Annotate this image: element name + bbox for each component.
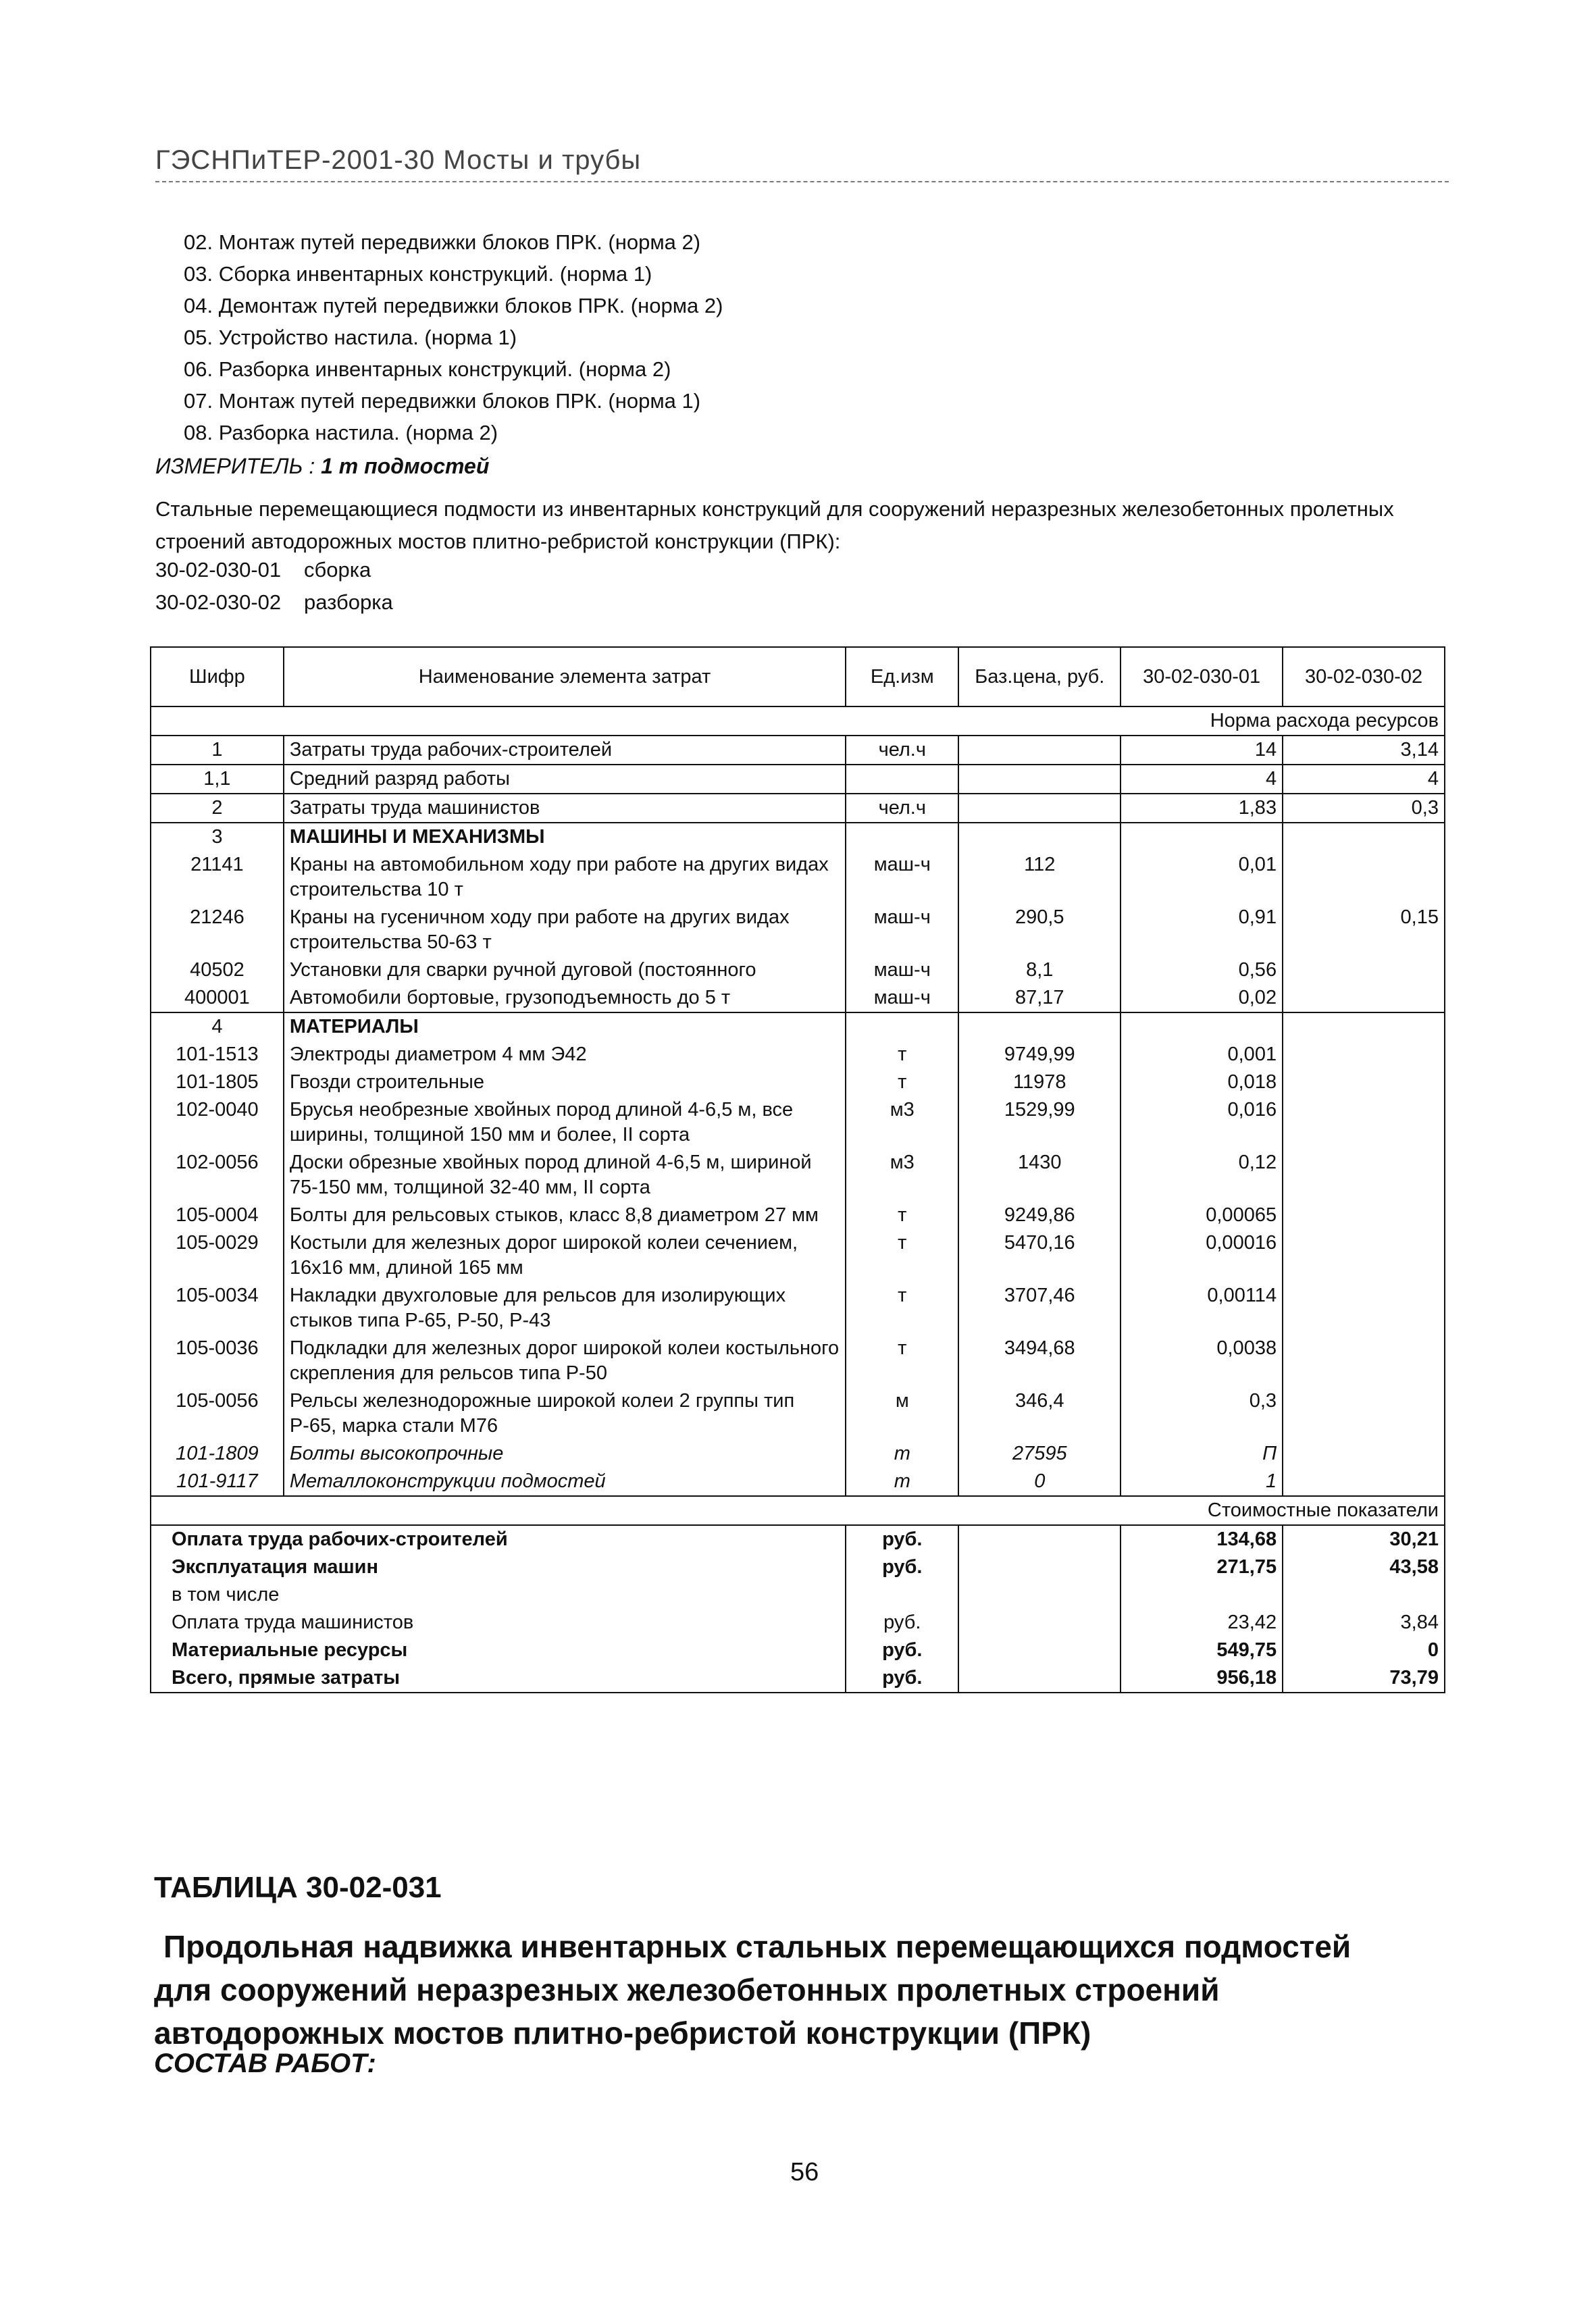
cell-norm-1: 0,016 (1121, 1096, 1283, 1149)
next-table-name-line: для сооружений неразрезных железобетонных пролетных строений (154, 1972, 1220, 2007)
cell-norm-2 (1283, 1202, 1445, 1229)
cell-price: 5470,16 (958, 1229, 1121, 1282)
cell-empty (958, 1664, 1121, 1693)
cell-empty (1283, 1012, 1445, 1041)
norm-code-name: разборка (304, 590, 393, 614)
norm-code-name: сборка (304, 558, 371, 582)
cell-empty (1121, 1012, 1283, 1041)
section-title: МАТЕРИАЛЫ (284, 1012, 846, 1041)
cell-code: 105-0004 (151, 1202, 284, 1229)
measure-unit (155, 454, 489, 479)
table-row (151, 765, 1445, 794)
table-row (151, 1202, 1445, 1229)
cell-code: 400001 (151, 984, 284, 1012)
norm-code-row (155, 586, 393, 619)
cell-name: Затраты труда машинистов (284, 794, 846, 823)
cell-unit: маш-ч (846, 956, 958, 984)
table-row (151, 851, 1445, 904)
table-row (151, 1041, 1445, 1069)
cell-norm-1: 0,0038 (1121, 1335, 1283, 1387)
table-row (151, 904, 1445, 956)
table-row (151, 984, 1445, 1012)
cell-norm-2 (1283, 1440, 1445, 1468)
cell-price: 346,4 (958, 1387, 1121, 1440)
cell-norm-1: 14 (1121, 736, 1283, 765)
document-header: ГЭСНПиТЕР-2001-30 Мосты и трубы (155, 145, 642, 175)
next-table-name-line: Продольная надвижка инвентарных стальных перемещающихся подмостей (163, 1929, 1352, 1964)
cell-code: 2 (151, 794, 284, 823)
table-row (151, 1282, 1445, 1335)
cell-norm-1: 1 (1121, 1468, 1283, 1496)
cell-unit: маш-ч (846, 904, 958, 956)
cost-norm-2: 30,21 (1283, 1525, 1445, 1553)
section-row (151, 1012, 1445, 1041)
header-name: Наименование элемента затрат (284, 647, 846, 706)
cost-subheader: Стоимостные показатели (151, 1496, 1445, 1525)
work-item: 07. Монтаж путей передвижки блоков ПРК. (норма 1) (184, 389, 701, 413)
cell-name: Металлоконструкции подмостей (284, 1468, 846, 1496)
cell-code: 1 (151, 736, 284, 765)
cell-unit: маш-ч (846, 851, 958, 904)
cell-norm-2 (1283, 956, 1445, 984)
cell-code: 101-9117 (151, 1468, 284, 1496)
norm-subheader: Норма расхода ресурсов (151, 706, 1445, 736)
section-code: 3 (151, 823, 284, 851)
header-norm-2: 30-02-030-02 (1283, 647, 1445, 706)
table-header-row (151, 647, 1445, 706)
work-composition-list (184, 226, 723, 448)
cost-name: Материальные ресурсы (151, 1637, 846, 1664)
cell-price: 11978 (958, 1069, 1121, 1096)
next-table-title: ТАБЛИЦА 30-02-031 (154, 1871, 442, 1904)
cell-norm-2 (1283, 1041, 1445, 1069)
cell-price: 1529,99 (958, 1096, 1121, 1149)
norm-code: 30-02-030-02 (155, 590, 282, 614)
cell-unit: т (846, 1069, 958, 1096)
cell-code: 21246 (151, 904, 284, 956)
header-price: Баз.цена, руб. (958, 647, 1121, 706)
cell-price: 3707,46 (958, 1282, 1121, 1335)
next-table-name (154, 1925, 1437, 2055)
cost-unit: руб. (846, 1525, 958, 1553)
cell-name: Накладки двухголовые для рельсов для изолирующих стыков типа Р-65, Р-50, Р-43 (284, 1282, 846, 1335)
cost-norm-2 (1283, 1581, 1445, 1609)
page-number: 56 (790, 2158, 819, 2186)
cell-unit: т (846, 1468, 958, 1496)
cell-norm-1: 1,83 (1121, 794, 1283, 823)
cost-norm-2: 43,58 (1283, 1553, 1445, 1581)
cost-unit: руб. (846, 1553, 958, 1581)
cell-name: Рельсы железнодорожные широкой колеи 2 группы тип Р-65, марка стали М76 (284, 1387, 846, 1440)
work-item: 08. Разборка настила. (норма 2) (184, 421, 498, 444)
cost-row (151, 1581, 1445, 1609)
table-row (151, 1387, 1445, 1440)
cell-norm-2 (1283, 1335, 1445, 1387)
cell-price: 3494,68 (958, 1335, 1121, 1387)
cell-norm-1: 0,56 (1121, 956, 1283, 984)
cell-unit: маш-ч (846, 984, 958, 1012)
measure-value: 1 т подмостей (321, 454, 490, 478)
cost-row (151, 1553, 1445, 1581)
cell-norm-2 (1283, 1096, 1445, 1149)
cost-row (151, 1525, 1445, 1553)
cost-name: Эксплуатация машин (151, 1553, 846, 1581)
cell-code: 101-1513 (151, 1041, 284, 1069)
work-item: 06. Разборка инвентарных конструкций. (норма 2) (184, 357, 671, 381)
cell-norm-2 (1283, 851, 1445, 904)
table-row (151, 1096, 1445, 1149)
cell-code: 105-0056 (151, 1387, 284, 1440)
cell-empty (1121, 823, 1283, 851)
cell-code: 101-1805 (151, 1069, 284, 1096)
cell-price: 27595 (958, 1440, 1121, 1468)
cost-norm-1: 956,18 (1121, 1664, 1283, 1693)
cost-unit (846, 1581, 958, 1609)
cell-unit: м (846, 1387, 958, 1440)
cell-norm-2 (1283, 1069, 1445, 1096)
cell-code: 102-0056 (151, 1149, 284, 1202)
cell-norm-1: 0,02 (1121, 984, 1283, 1012)
table-row (151, 736, 1445, 765)
cell-norm-1: 0,00065 (1121, 1202, 1283, 1229)
cell-name: Брусья необрезные хвойных пород длиной 4-6,5 м, все ширины, толщиной 150 мм и более, II сорта (284, 1096, 846, 1149)
cell-price: 9749,99 (958, 1041, 1121, 1069)
cell-name: Костыли для железных дорог широкой колеи сечением, 16x16 мм, длиной 165 мм (284, 1229, 846, 1282)
cell-name: Электроды диаметром 4 мм Э42 (284, 1041, 846, 1069)
cell-name: Доски обрезные хвойных пород длиной 4-6,5 м, шириной 75-150 мм, толщиной 32-40 мм, II сорта (284, 1149, 846, 1202)
work-item: 03. Сборка инвентарных конструкций. (норма 1) (184, 262, 652, 286)
cell-empty (958, 1581, 1121, 1609)
table-row (151, 1229, 1445, 1282)
cell-name: Затраты труда рабочих-строителей (284, 736, 846, 765)
cell-empty (958, 1637, 1121, 1664)
table-row (151, 1149, 1445, 1202)
cell-code: 101-1809 (151, 1440, 284, 1468)
cell-norm-1: 0,018 (1121, 1069, 1283, 1096)
section-row (151, 823, 1445, 851)
cell-unit: чел.ч (846, 794, 958, 823)
cell-unit: т (846, 1041, 958, 1069)
cell-empty (846, 823, 958, 851)
table-row (151, 1335, 1445, 1387)
cell-norm-2 (1283, 1468, 1445, 1496)
cost-unit: руб. (846, 1637, 958, 1664)
header-unit: Ед.изм (846, 647, 958, 706)
cell-price (958, 794, 1121, 823)
cell-price: 8,1 (958, 956, 1121, 984)
header-divider (155, 181, 1449, 182)
cell-name: Автомобили бортовые, грузоподъемность до 5 т (284, 984, 846, 1012)
norm-code-row (155, 554, 393, 586)
work-item: 04. Демонтаж путей передвижки блоков ПРК. (норма 2) (184, 294, 723, 317)
cell-norm-1: 4 (1121, 765, 1283, 794)
cell-empty (1283, 823, 1445, 851)
cost-norm-1: 549,75 (1121, 1637, 1283, 1664)
cost-norm-1: 23,42 (1121, 1609, 1283, 1637)
cell-unit: т (846, 1282, 958, 1335)
cost-name: Оплата труда машинистов (151, 1609, 846, 1637)
cell-unit: м3 (846, 1096, 958, 1149)
cell-norm-1: П (1121, 1440, 1283, 1468)
cell-norm-1: 0,91 (1121, 904, 1283, 956)
cell-norm-1: 0,01 (1121, 851, 1283, 904)
resource-table (150, 646, 1445, 1693)
work-item: 05. Устройство настила. (норма 1) (184, 326, 517, 349)
cell-unit: т (846, 1440, 958, 1468)
cost-unit: руб. (846, 1609, 958, 1637)
cell-name: Краны на гусеничном ходу при работе на других видах строительства 50-63 т (284, 904, 846, 956)
cell-norm-2 (1283, 1387, 1445, 1440)
cost-row (151, 1664, 1445, 1693)
cell-empty (958, 1609, 1121, 1637)
cell-norm-2: 0,3 (1283, 794, 1445, 823)
cost-row (151, 1637, 1445, 1664)
cost-norm-1 (1121, 1581, 1283, 1609)
cost-norm-2: 3,84 (1283, 1609, 1445, 1637)
measure-label: ИЗМЕРИТЕЛЬ : (155, 454, 321, 478)
header-code: Шифр (151, 647, 284, 706)
cost-subheader-row (151, 1496, 1445, 1525)
work-item: 02. Монтаж путей передвижки блоков ПРК. (норма 2) (184, 230, 701, 254)
cell-name: Краны на автомобильном ходу при работе на других видах строительства 10 т (284, 851, 846, 904)
cost-row (151, 1609, 1445, 1637)
cell-unit: чел.ч (846, 736, 958, 765)
cell-unit (846, 765, 958, 794)
cell-name: Установки для сварки ручной дуговой (постоянного (284, 956, 846, 984)
cell-code: 105-0029 (151, 1229, 284, 1282)
norm-codes (155, 554, 393, 619)
cell-code: 105-0034 (151, 1282, 284, 1335)
cell-code: 1,1 (151, 765, 284, 794)
cell-name: Средний разряд работы (284, 765, 846, 794)
cell-norm-1: 0,00016 (1121, 1229, 1283, 1282)
cell-name: Гвозди строительные (284, 1069, 846, 1096)
cell-norm-1: 0,3 (1121, 1387, 1283, 1440)
cost-norm-2: 73,79 (1283, 1664, 1445, 1693)
table-row (151, 1468, 1445, 1496)
cell-code: 105-0036 (151, 1335, 284, 1387)
cell-price: 9249,86 (958, 1202, 1121, 1229)
cell-price (958, 736, 1121, 765)
cell-unit: т (846, 1202, 958, 1229)
table-row (151, 956, 1445, 984)
cell-empty (958, 1012, 1121, 1041)
cost-norm-2: 0 (1283, 1637, 1445, 1664)
cell-name: Болты для рельсовых стыков, класс 8,8 диаметром 27 мм (284, 1202, 846, 1229)
cell-price: 87,17 (958, 984, 1121, 1012)
cell-empty (958, 823, 1121, 851)
cell-norm-2 (1283, 1149, 1445, 1202)
cell-unit: т (846, 1229, 958, 1282)
cell-norm-2 (1283, 1229, 1445, 1282)
cell-name: Болты высокопрочные (284, 1440, 846, 1468)
cell-name: Подкладки для железных дорог широкой колеи костыльного скрепления для рельсов типа Р-50 (284, 1335, 846, 1387)
norm-subheader-row (151, 706, 1445, 736)
norm-code: 30-02-030-01 (155, 558, 282, 582)
cell-norm-2: 4 (1283, 765, 1445, 794)
cell-price: 0 (958, 1468, 1121, 1496)
cell-empty (846, 1012, 958, 1041)
norm-description: Стальные перемещающиеся подмости из инвентарных конструкций для сооружений неразрезных железобетонных пролетных строений автодорожных мостов плитно-ребристой конструкции (ПРК): (155, 497, 1394, 553)
cost-name: в том числе (151, 1581, 846, 1609)
cost-name: Всего, прямые затраты (151, 1664, 846, 1693)
section-code: 4 (151, 1012, 284, 1041)
cell-norm-1: 0,12 (1121, 1149, 1283, 1202)
cell-price: 112 (958, 851, 1121, 904)
table-row (151, 1069, 1445, 1096)
table-row (151, 1440, 1445, 1468)
cell-code: 102-0040 (151, 1096, 284, 1149)
cell-empty (958, 1525, 1121, 1553)
cell-price: 1430 (958, 1149, 1121, 1202)
cell-unit: м3 (846, 1149, 958, 1202)
header-norm-1: 30-02-030-01 (1121, 647, 1283, 706)
cell-norm-2 (1283, 1282, 1445, 1335)
cell-norm-2: 0,15 (1283, 904, 1445, 956)
cell-norm-2 (1283, 984, 1445, 1012)
cost-name: Оплата труда рабочих-строителей (151, 1525, 846, 1553)
cell-norm-1: 0,00114 (1121, 1282, 1283, 1335)
cell-unit: т (846, 1335, 958, 1387)
cell-code: 40502 (151, 956, 284, 984)
next-table-name-line: автодорожных мостов плитно-ребристой конструкции (ПРК) (154, 2015, 1091, 2051)
cost-unit: руб. (846, 1664, 958, 1693)
work-composition-heading: СОСТАВ РАБОТ: (154, 2049, 376, 2078)
cell-price (958, 765, 1121, 794)
cell-norm-2: 3,14 (1283, 736, 1445, 765)
cost-norm-1: 134,68 (1121, 1525, 1283, 1553)
cost-norm-1: 271,75 (1121, 1553, 1283, 1581)
cell-norm-1: 0,001 (1121, 1041, 1283, 1069)
cell-code: 21141 (151, 851, 284, 904)
section-title: МАШИНЫ И МЕХАНИЗМЫ (284, 823, 846, 851)
cell-price: 290,5 (958, 904, 1121, 956)
table-row (151, 794, 1445, 823)
cell-empty (958, 1553, 1121, 1581)
